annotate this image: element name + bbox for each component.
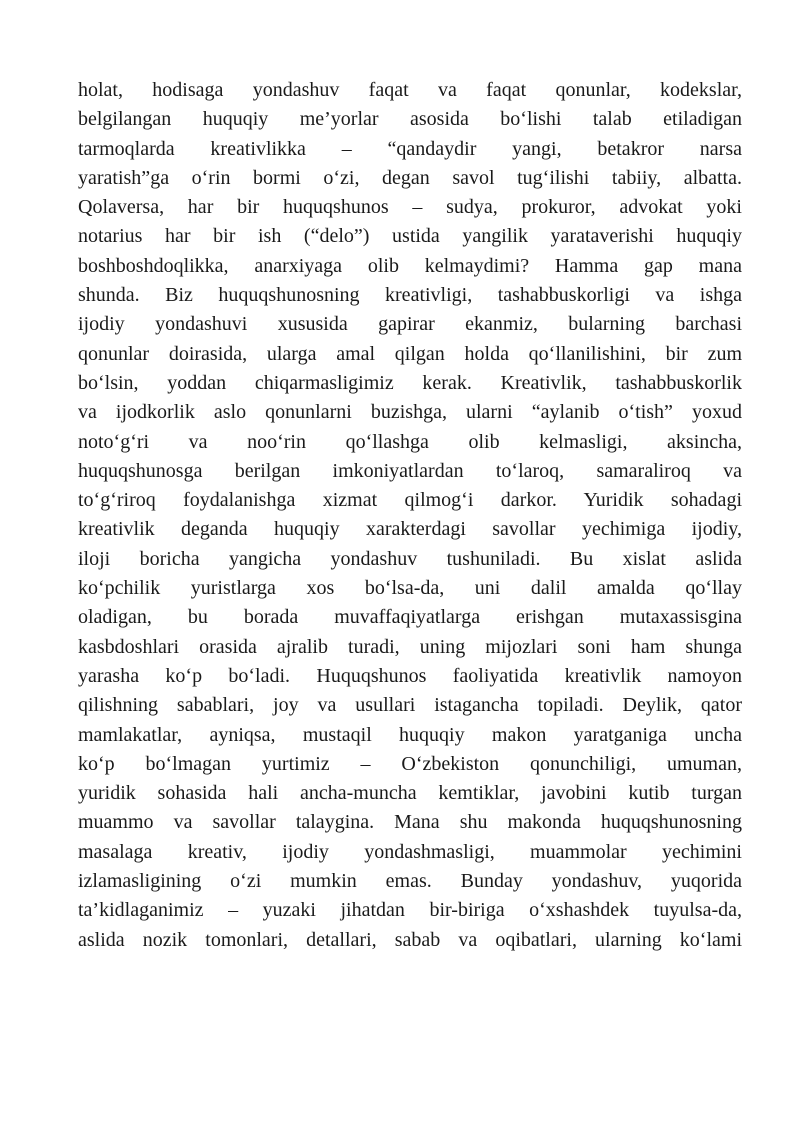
text-line: ko‘pchilik yuristlarga xos bo‘lsa-da, uni dalil amalda qo‘llay xyxy=(78,577,742,600)
text-line: yarasha ko‘p bo‘ladi. Huquqshunos faoliyatida kreativlik namoyon xyxy=(78,664,742,687)
text-line: muammo va savollar talaygina. Mana shu makonda huquqshunosning xyxy=(78,811,742,834)
text-line: oladigan, bu borada muvaffaqiyatlarga erishgan mutaxassisgina xyxy=(78,606,742,629)
text-line: boshboshdoqlikka, anarxiyaga olib kelmaydimi? Hamma gap mana xyxy=(78,254,742,277)
body-paragraph xyxy=(78,76,742,955)
text-line: masalaga kreativ, ijodiy yondashmasligi, muammolar yechimini xyxy=(78,840,742,863)
text-line: bo‘lsin, yoddan chiqarmasligimiz kerak. Kreativlik, tashabbuskorlik xyxy=(78,371,742,394)
text-line: qonunlar doirasida, ularga amal qilgan holda qo‘llanilishini, bir zum xyxy=(78,342,742,365)
text-line: mamlakatlar, ayniqsa, mustaqil huquqiy makon yaratganiga uncha xyxy=(78,723,742,746)
text-line: qilishning sabablari, joy va usullari istagancha topiladi. Deylik, qator xyxy=(78,694,742,717)
text-line: izlamasligining o‘zi mumkin emas. Bunday yondashuv, yuqorida xyxy=(78,870,742,893)
text-line: belgilangan huquqiy me’yorlar asosida bo‘lishi talab etiladigan xyxy=(78,108,742,131)
text-line: iloji boricha yangicha yondashuv tushuniladi. Bu xislat aslida xyxy=(78,547,742,570)
text-line: aslida nozik tomonlari, detallari, sabab va oqibatlari, ularning ko‘lami xyxy=(78,928,742,951)
text-line: huquqshunosga berilgan imkoniyatlardan to‘laroq, samaraliroq va xyxy=(78,459,742,482)
text-line: shunda. Biz huquqshunosning kreativligi, tashabbuskorligi va ishga xyxy=(78,284,742,307)
text-line: to‘g‘riroq foydalanishga xizmat qilmog‘i darkor. Yuridik sohadagi xyxy=(78,489,742,512)
text-line: kreativlik deganda huquqiy xarakterdagi savollar yechimiga ijodiy, xyxy=(78,518,742,541)
text-line: ta’kidlaganimiz – yuzaki jihatdan bir-biriga o‘xshashdek tuyulsa-da, xyxy=(78,899,742,922)
text-line: yuridik sohasida hali ancha-muncha kemtiklar, javobini kutib turgan xyxy=(78,782,742,805)
text-line: yaratish”ga o‘rin bormi o‘zi, degan savol tug‘ilishi tabiiy, albatta. xyxy=(78,166,742,189)
text-line: notarius har bir ish (“delo”) ustida yangilik yarataverishi huquqiy xyxy=(78,225,742,248)
text-line: ijodiy yondashuvi xususida gapirar ekanmiz, bularning barchasi xyxy=(78,313,742,336)
text-line: holat, hodisaga yondashuv faqat va faqat qonunlar, kodekslar, xyxy=(78,79,742,101)
text-line: ko‘p bo‘lmagan yurtimiz – O‘zbekiston qonunchiligi, umuman, xyxy=(78,752,742,775)
text-line: va ijodkorlik aslo qonunlarni buzishga, ularni “aylanib o‘tish” yoxud xyxy=(78,401,742,424)
text-line: Qolaversa, har bir huquqshunos – sudya, prokuror, advokat yoki xyxy=(78,196,742,219)
text-line: tarmoqlarda kreativlikka – “qandaydir yangi, betakror narsa xyxy=(78,137,742,160)
text-line: kasbdoshlari orasida ajralib turadi, uning mijozlari soni ham shunga xyxy=(78,635,742,658)
text-line: noto‘g‘ri va noo‘rin qo‘llashga olib kelmasligi, aksincha, xyxy=(78,430,742,453)
